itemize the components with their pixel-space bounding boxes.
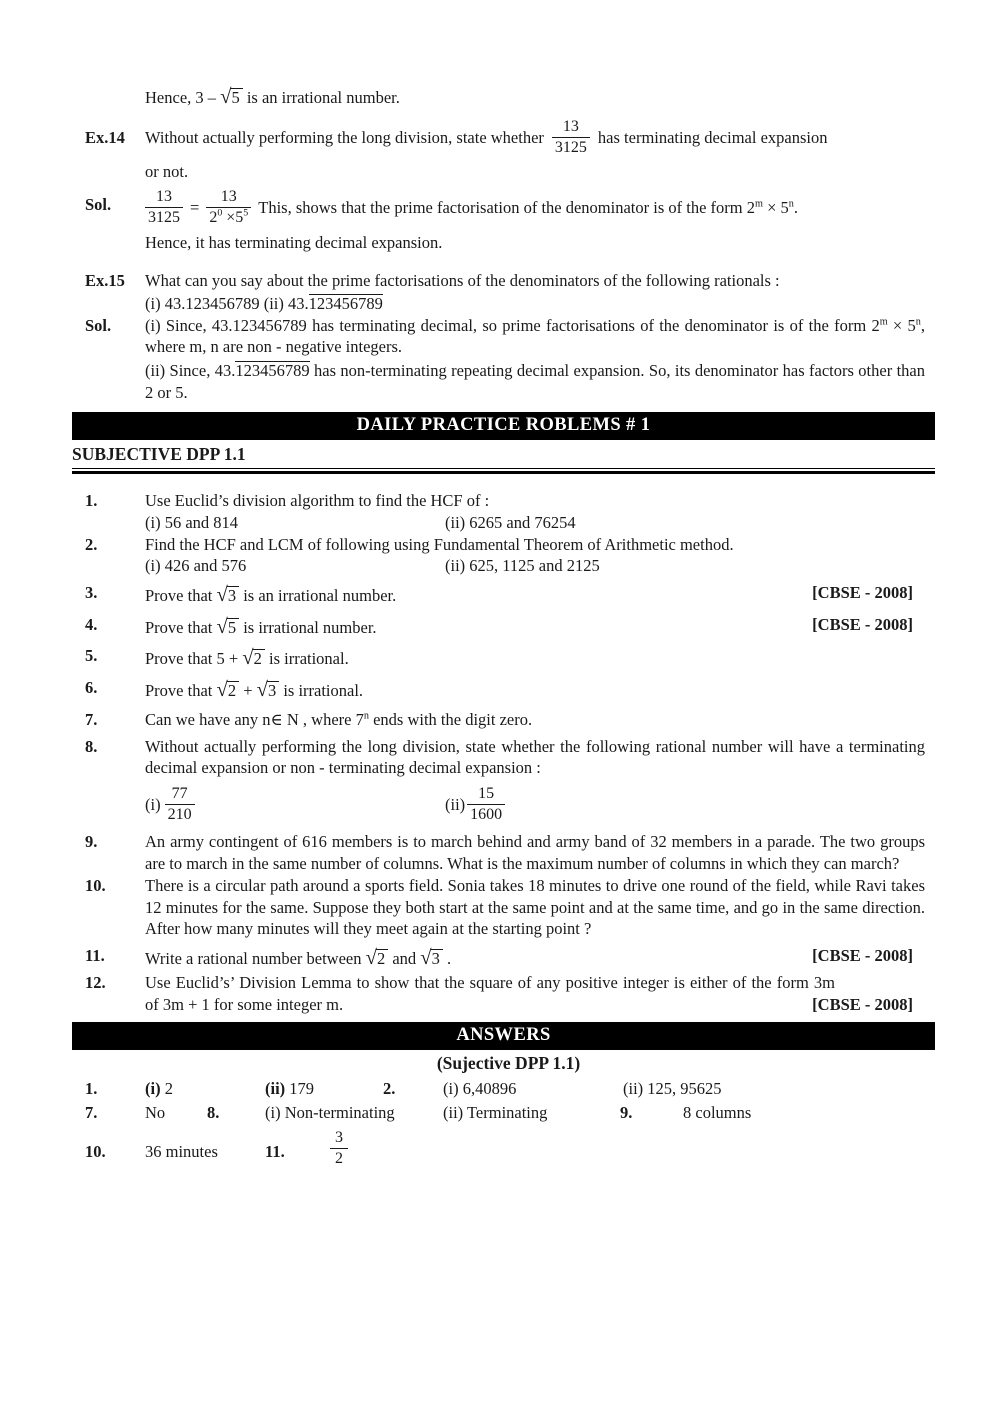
- question-text: [145, 582, 925, 609]
- answers-row-1: [85, 1078, 932, 1101]
- sqrt-2: [242, 645, 265, 672]
- den-exp-5: 5: [243, 207, 249, 219]
- question-number: 11.: [85, 945, 105, 965]
- question-text: Use Euclid’s’ Division Lemma to show that the square of any positive integer is either of the form 3m of 3m + 1 for some integer m.: [145, 973, 835, 1014]
- fraction-13-2-5: [206, 188, 251, 227]
- ex14-solution-block: [85, 182, 932, 253]
- repeating-decimal-overline: 123456789: [235, 361, 310, 381]
- fraction-denominator: 1600: [470, 805, 503, 823]
- base: 5: [907, 315, 916, 335]
- answer-value: (i) Non-terminating: [265, 1103, 395, 1123]
- fraction-numerator: 13: [552, 118, 590, 138]
- question-text: [145, 614, 925, 641]
- question-number: 7.: [85, 710, 98, 730]
- radicand: 3: [267, 681, 279, 699]
- radical-sign-icon: √: [256, 679, 267, 702]
- times-sign: ×: [767, 197, 777, 217]
- question-text: [145, 709, 925, 730]
- answer-value: [265, 1078, 314, 1099]
- question-number: 10.: [85, 876, 106, 896]
- ex14-question-line1: [145, 115, 932, 161]
- answer-number: 1.: [85, 1079, 98, 1099]
- question-subitems: [145, 512, 925, 533]
- subitem-ii: (ii) 6265 and 76254: [445, 512, 576, 532]
- answer-fraction: [330, 1129, 348, 1168]
- question-body: [145, 677, 925, 704]
- den-base-2: 2: [209, 208, 218, 226]
- question-text: [145, 945, 925, 972]
- radical-sign-icon: √: [242, 647, 253, 670]
- value: 2: [164, 1079, 173, 1099]
- ex14-sol-text: [258, 197, 798, 218]
- question-1: [85, 490, 932, 533]
- subitem-label: (ii): [265, 1079, 286, 1099]
- ex15-q-text: What can you say about the prime factorisations of the denominators of the following rationals :: [145, 270, 780, 290]
- question-body: [145, 709, 925, 730]
- cbse-tag: [CBSE - 2008]: [812, 582, 913, 602]
- ex14-sol-line2: Hence, it has terminating decimal expansion.: [145, 233, 443, 253]
- q-before: Write a rational number between: [145, 948, 362, 968]
- question-number: 6.: [85, 678, 98, 698]
- cbse-tag: [CBSE - 2008]: [812, 994, 913, 1014]
- answers-banner: ANSWERS: [72, 1022, 935, 1050]
- question-9: [85, 831, 932, 874]
- radical-sign-icon: √: [216, 583, 227, 606]
- q-before: Prove that: [145, 585, 213, 605]
- q-before: Prove that: [145, 617, 213, 637]
- radicand: 2: [376, 949, 388, 967]
- question-fraction-items: [145, 781, 925, 827]
- answers-row-2: [85, 1102, 932, 1125]
- question-5: [85, 641, 932, 672]
- question-4: [85, 610, 932, 641]
- and-text: and: [392, 948, 417, 968]
- answer-number: 9.: [620, 1103, 633, 1123]
- fraction-15-1600: [467, 785, 505, 824]
- sol-ii-text: (ii) Since, 43.: [145, 361, 236, 381]
- ex15-q-items: [145, 291, 932, 314]
- answer-number: 7.: [85, 1103, 98, 1123]
- ex15-question-block: [85, 270, 932, 315]
- exponent: m: [754, 198, 763, 210]
- den-base-5: 5: [235, 208, 244, 226]
- question-number: 8.: [85, 736, 98, 756]
- answer-number: 8.: [207, 1103, 220, 1123]
- radicand: 5: [227, 618, 239, 636]
- question-text: [145, 677, 925, 704]
- question-number: 4.: [85, 614, 98, 634]
- answer-value: (ii) 125, 95625: [623, 1079, 722, 1099]
- fraction-13-3125: [145, 188, 183, 227]
- base: 5: [780, 197, 789, 217]
- sqrt-3: [217, 582, 240, 609]
- question-8: [85, 732, 932, 828]
- subitem-i: [145, 785, 445, 824]
- radical-sign-icon: √: [220, 86, 231, 108]
- ex15-sol-part-ii: [145, 360, 925, 403]
- sqrt-3: [420, 945, 443, 972]
- sol-ii-text-after: has non-terminating repeating decimal expansion. So, its denominator has factors other than 2 or 5.: [145, 361, 926, 402]
- plus-sign: +: [243, 681, 253, 701]
- question-body: [145, 490, 925, 533]
- radicand: 5: [230, 88, 242, 106]
- sol-text: This, shows that the prime factorisation of the denominator is of the form: [258, 197, 743, 217]
- intro-text-after: is an irrational number.: [246, 88, 400, 107]
- radical-sign-icon: √: [216, 615, 227, 638]
- question-10: [85, 875, 932, 939]
- question-text: Find the HCF and LCM of following using Fundamental Theorem of Arithmetic method.: [145, 534, 734, 554]
- q-before: Prove that: [145, 681, 213, 701]
- ex15-sol-part-i: [145, 315, 925, 358]
- subitem-i: (i) 56 and 814: [145, 512, 239, 532]
- answers-subtitle: (Sujective DPP 1.1): [436, 1053, 581, 1074]
- ex15-solution: [145, 315, 925, 404]
- dpp-banner: DAILY PRACTICE ROBLEMS # 1: [72, 412, 935, 440]
- question-body: [145, 831, 925, 874]
- q-after: is an irrational number.: [243, 585, 397, 605]
- question-text: An army contingent of 616 members is to march behind and army band of 32 members in a parade. The two groups are to march in the same number of columns. What is the maximum number of columns in which they can march?: [145, 832, 925, 873]
- q-text-after: ends with the digit zero.: [373, 710, 533, 730]
- ex14-label: Ex.14: [85, 127, 125, 147]
- question-body: [145, 582, 925, 609]
- subitem-label: (ii): [445, 794, 466, 814]
- ex15-sol-label: Sol.: [85, 315, 112, 335]
- sol-i-text: (i) Since, 43.123456789 has terminating decimal, so prime factorisations of the denominator is of the form: [145, 315, 867, 335]
- question-list: [85, 490, 932, 1015]
- question-3: [85, 578, 932, 609]
- question-number: 3.: [85, 582, 98, 602]
- ex14-question: [145, 115, 932, 182]
- answer-value: No: [145, 1103, 166, 1123]
- q-before: Prove that 5 +: [145, 649, 239, 669]
- fraction-numerator: 13: [206, 188, 251, 208]
- fraction-13-3125: [552, 118, 590, 157]
- q-after: is irrational.: [268, 649, 349, 669]
- question-7: [85, 705, 932, 730]
- ex14-question-block: [85, 115, 932, 182]
- fraction-numerator: 77: [165, 785, 195, 805]
- fraction-numerator: 13: [145, 188, 183, 208]
- subitem-ii: [445, 785, 505, 824]
- ex15-question: [145, 270, 932, 315]
- power-5n: [893, 316, 921, 335]
- den-exp-0: 0: [217, 207, 223, 219]
- radical-sign-icon: √: [216, 679, 227, 702]
- subjective-dpp-heading: SUBJECTIVE DPP 1.1: [72, 444, 246, 465]
- exponent: m: [879, 316, 888, 328]
- times-sign: ×: [892, 315, 903, 335]
- subitem-label: (i): [145, 794, 161, 814]
- question-number: 1.: [85, 491, 98, 511]
- answer-value: (i) 6,40896: [443, 1079, 517, 1099]
- radical-sign-icon: √: [365, 946, 376, 969]
- radicand: 3: [227, 586, 239, 604]
- answer-number: 10.: [85, 1142, 106, 1162]
- question-number: 2.: [85, 534, 98, 554]
- intro-line: [145, 84, 932, 111]
- answer-number: 2.: [383, 1079, 396, 1099]
- radicand: 3: [431, 949, 443, 967]
- answer-value: 36 minutes: [145, 1142, 218, 1162]
- question-text: [145, 645, 925, 672]
- radicand: 2: [227, 681, 239, 699]
- radicand: 2: [253, 649, 265, 667]
- cbse-tag: [CBSE - 2008]: [812, 614, 913, 634]
- cbse-tag: [CBSE - 2008]: [812, 945, 913, 965]
- ex15-label: Ex.15: [85, 270, 125, 290]
- answer-number: 11.: [265, 1142, 285, 1162]
- question-text: There is a circular path around a sports field. Sonia takes 18 minutes to drive one round of the field, while Ravi takes 12 minutes for the same. Suppose they both start at the same point and at the same time, and go in the same direction. After how many minutes will they meet again at the starting point ?: [145, 876, 925, 939]
- sol-i-text-after: , where m, n are non - negative integers.: [145, 315, 925, 356]
- fraction-numerator: 15: [467, 785, 505, 805]
- fraction-77-210: [165, 785, 195, 824]
- ex15-solution-block: [85, 315, 932, 404]
- subitem-i: (i) 426 and 576: [145, 556, 247, 576]
- question-body: [145, 534, 925, 577]
- question-subitems: [145, 555, 925, 576]
- answer-value: (ii) Terminating: [443, 1103, 548, 1123]
- answers-row-3: [85, 1129, 932, 1177]
- question-text: Use Euclid’s division algorithm to find the HCF of :: [145, 491, 490, 511]
- question-number: 12.: [85, 973, 106, 993]
- fraction-numerator: 3: [330, 1129, 348, 1149]
- exponent-n: n: [363, 710, 369, 722]
- sqrt-2: [366, 945, 389, 972]
- question-text: Without actually performing the long division, state whether the following rational number will have a terminating decimal expansion or non - terminating decimal expansion :: [145, 736, 925, 777]
- fraction-3-2: [330, 1129, 348, 1168]
- q-after: .: [446, 948, 452, 968]
- fraction-denominator: [206, 208, 251, 227]
- question-number: 5.: [85, 646, 98, 666]
- question-6: [85, 673, 932, 704]
- fraction-denominator: 3125: [554, 139, 587, 157]
- sqrt-3: [257, 677, 280, 704]
- ex14-q-line2: or not.: [145, 161, 189, 181]
- period: .: [793, 197, 798, 217]
- question-body: [145, 972, 925, 1015]
- fraction-denominator: 2: [335, 1150, 343, 1167]
- ex14-solution: [145, 182, 932, 253]
- power-2m: [747, 198, 763, 217]
- ex14-sol-label: Sol.: [85, 195, 112, 215]
- ex15-items-text: (i) 43.123456789 (ii) 43.: [145, 294, 309, 314]
- subitem-ii: (ii) 625, 1125 and 2125: [445, 556, 600, 576]
- exponent: n: [788, 198, 794, 210]
- q-after: is irrational.: [283, 681, 364, 701]
- q-after: is irrational number.: [243, 617, 377, 637]
- radical-sign-icon: √: [420, 946, 431, 969]
- question-2: [85, 534, 932, 577]
- question-body: [145, 736, 925, 828]
- base: 2: [871, 315, 880, 335]
- ex14-sol-equation-line: [145, 182, 932, 232]
- answer-value: [145, 1078, 173, 1099]
- fraction-denominator: 210: [167, 805, 192, 823]
- page-content: [72, 84, 932, 1177]
- question-body: [145, 875, 925, 939]
- times-sign: ×: [226, 208, 236, 226]
- intro-text-before: Hence, 3 –: [145, 88, 217, 107]
- sqrt-2: [217, 677, 240, 704]
- sqrt-5: [217, 614, 240, 641]
- question-body: [145, 614, 925, 641]
- question-body: [145, 645, 925, 672]
- exponent: n: [915, 316, 921, 328]
- question-12: [85, 972, 932, 1015]
- question-11: [85, 941, 932, 972]
- answer-value: 8 columns: [683, 1103, 752, 1123]
- repeating-decimal-overline: 123456789: [308, 294, 383, 314]
- power-5n: [767, 198, 794, 217]
- equals-sign: =: [190, 197, 200, 217]
- fraction-denominator: 3125: [148, 208, 180, 226]
- q-text: Can we have any n∈ N , where 7: [145, 710, 364, 730]
- value: 179: [289, 1079, 315, 1099]
- ex14-q-after: has terminating decimal expansion: [597, 128, 828, 148]
- base: 2: [746, 197, 755, 217]
- question-body: [145, 945, 925, 972]
- power-2m: [871, 316, 887, 335]
- subitem-label: (i): [145, 1079, 161, 1099]
- question-number: 9.: [85, 832, 98, 852]
- ex14-q-before: Without actually performing the long division, state whether: [145, 128, 544, 148]
- heading-rule: [72, 468, 935, 474]
- sqrt-5: [220, 84, 243, 111]
